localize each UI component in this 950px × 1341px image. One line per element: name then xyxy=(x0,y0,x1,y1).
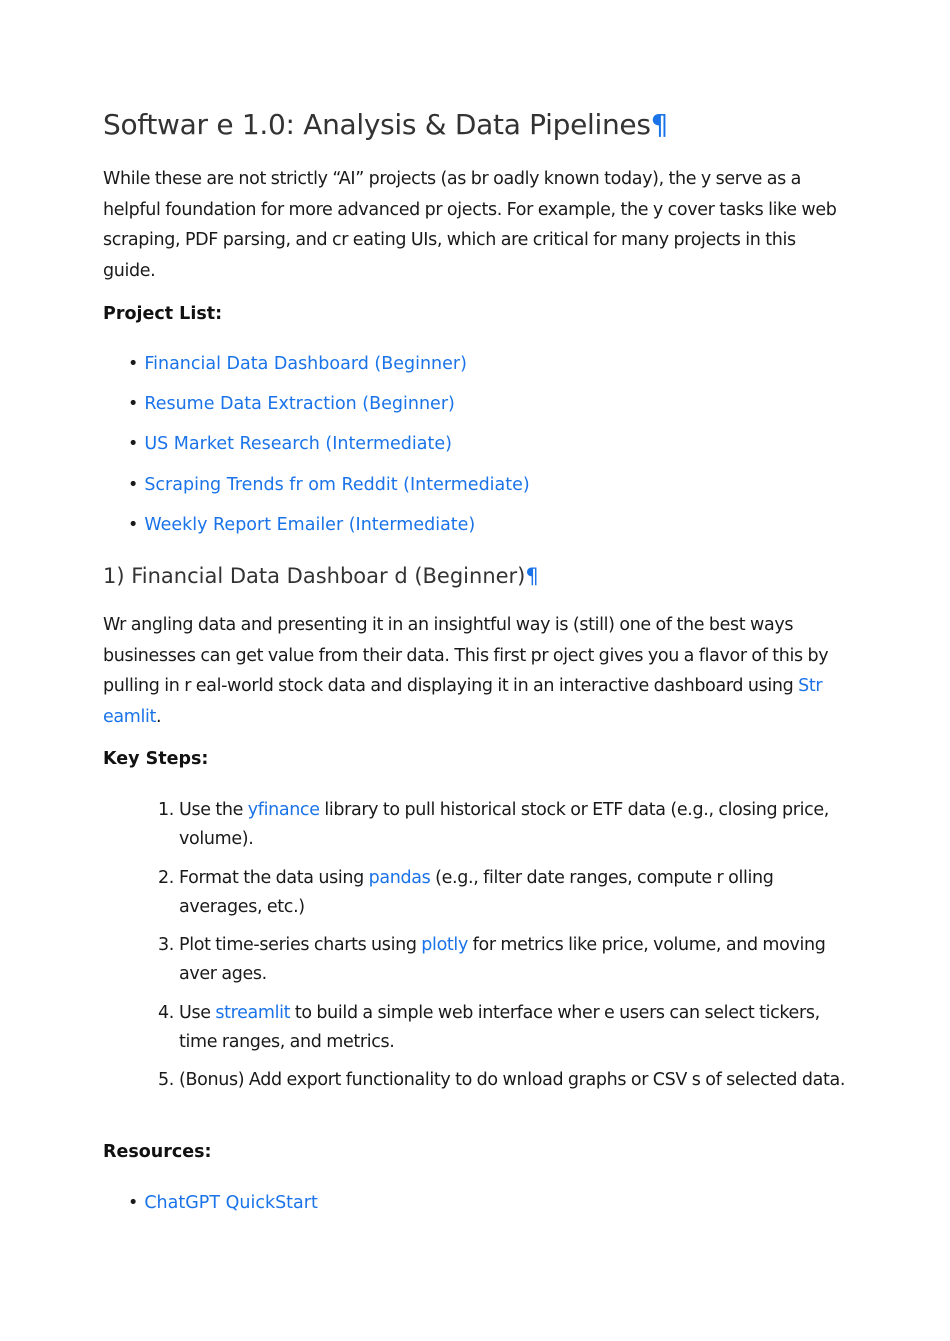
project-link-reddit-scraping[interactable]: Scraping Trends fr om Reddit (Intermediate) xyxy=(144,474,530,495)
step-number: 5. xyxy=(158,1070,174,1090)
resources-label: Resources: xyxy=(103,1142,212,1162)
step-text: Use the xyxy=(179,800,248,820)
project-link-us-market-research[interactable]: US Market Research (Intermediate) xyxy=(144,434,452,455)
key-steps-label: Key Steps: xyxy=(103,749,209,769)
project-list-label: Project List: xyxy=(103,304,223,324)
project-link-weekly-report[interactable]: Weekly Report Emailer (Intermediate) xyxy=(144,514,476,535)
section-title-text: Softwar e 1.0: Analysis & Data Pipelines xyxy=(103,108,651,141)
project-list-item xyxy=(128,353,530,393)
project1-anchor-link[interactable]: ¶ xyxy=(525,564,539,588)
project1-title xyxy=(103,564,539,588)
step-item xyxy=(158,864,848,922)
bullet-icon: • xyxy=(128,354,139,374)
step-text: for metrics like price, volume, and moving aver ages. xyxy=(179,935,826,984)
streamlit-library-link[interactable]: streamlit xyxy=(215,1002,291,1023)
pandas-link[interactable]: pandas xyxy=(368,867,431,888)
bullet-icon: • xyxy=(128,434,139,455)
section-title xyxy=(103,108,668,141)
step-text: Plot time-series charts using xyxy=(179,935,422,955)
step-text: (e.g., filter date ranges, compute r olling averages, etc.) xyxy=(179,867,774,917)
chatgpt-quickstart-link[interactable]: ChatGPT QuickStart xyxy=(144,1193,318,1213)
project1-intro-end: . xyxy=(156,706,162,727)
project-list-item xyxy=(128,393,530,433)
section-anchor-link[interactable]: ¶ xyxy=(650,108,669,141)
step-item xyxy=(158,999,848,1057)
project-list-item xyxy=(128,514,530,554)
project1-intro-paragraph xyxy=(103,610,843,732)
bullet-icon: • xyxy=(128,514,139,535)
step-number: 3. xyxy=(158,935,174,955)
key-steps-list xyxy=(158,796,848,1105)
section-intro-paragraph: While these are not strictly “AI” projects (as br oadly known today), the y serve as a helpful foundation for more advanced pr ojects. For example, the y cover tasks like web scraping, PDF parsing, and cr eating UIs, which are critical for many projects in this guide. xyxy=(103,169,837,281)
step-number: 4. xyxy=(158,1002,174,1023)
step-number: 1. xyxy=(158,800,174,820)
bullet-icon: • xyxy=(128,474,139,495)
step-item xyxy=(158,1066,848,1095)
yfinance-link[interactable]: yfinance xyxy=(247,800,320,820)
plotly-link[interactable]: plotly xyxy=(421,935,468,955)
step-text: Format the data using xyxy=(179,867,369,888)
step-item xyxy=(158,931,848,989)
step-item xyxy=(158,796,848,854)
project1-intro-text: Wr angling data and presenting it in an insightful way is (still) one of the best ways businesses can get value from their data. This first pr oject gives you a flavor of this by pulling in r eal-world stock data and displaying it in an interactive dashboard using xyxy=(103,615,829,696)
project-list-item xyxy=(128,474,530,514)
resources-list xyxy=(128,1192,318,1232)
project-link-resume-extraction[interactable]: Resume Data Extraction (Beginner) xyxy=(144,394,455,415)
resource-list-item xyxy=(128,1192,318,1232)
project1-title-text: 1) Financial Data Dashboar d (Beginner) xyxy=(103,564,526,588)
step-number: 2. xyxy=(158,867,174,888)
step-text: (Bonus) Add export functionality to do wnload graphs or CSV s of selected data. xyxy=(179,1070,846,1090)
step-text: Use xyxy=(179,1002,216,1023)
step-text: to build a simple web interface wher e users can select tickers, time ranges, and metrics. xyxy=(179,1002,820,1052)
bullet-icon: • xyxy=(128,1193,139,1213)
project-list xyxy=(128,353,530,554)
project-link-financial-dashboard[interactable]: Financial Data Dashboard (Beginner) xyxy=(144,354,467,374)
step-text: library to pull historical stock or ETF data (e.g., closing price, volume). xyxy=(179,800,830,849)
project-list-item xyxy=(128,433,530,473)
bullet-icon: • xyxy=(128,394,139,415)
streamlit-link[interactable]: Str eamlit xyxy=(103,676,823,727)
